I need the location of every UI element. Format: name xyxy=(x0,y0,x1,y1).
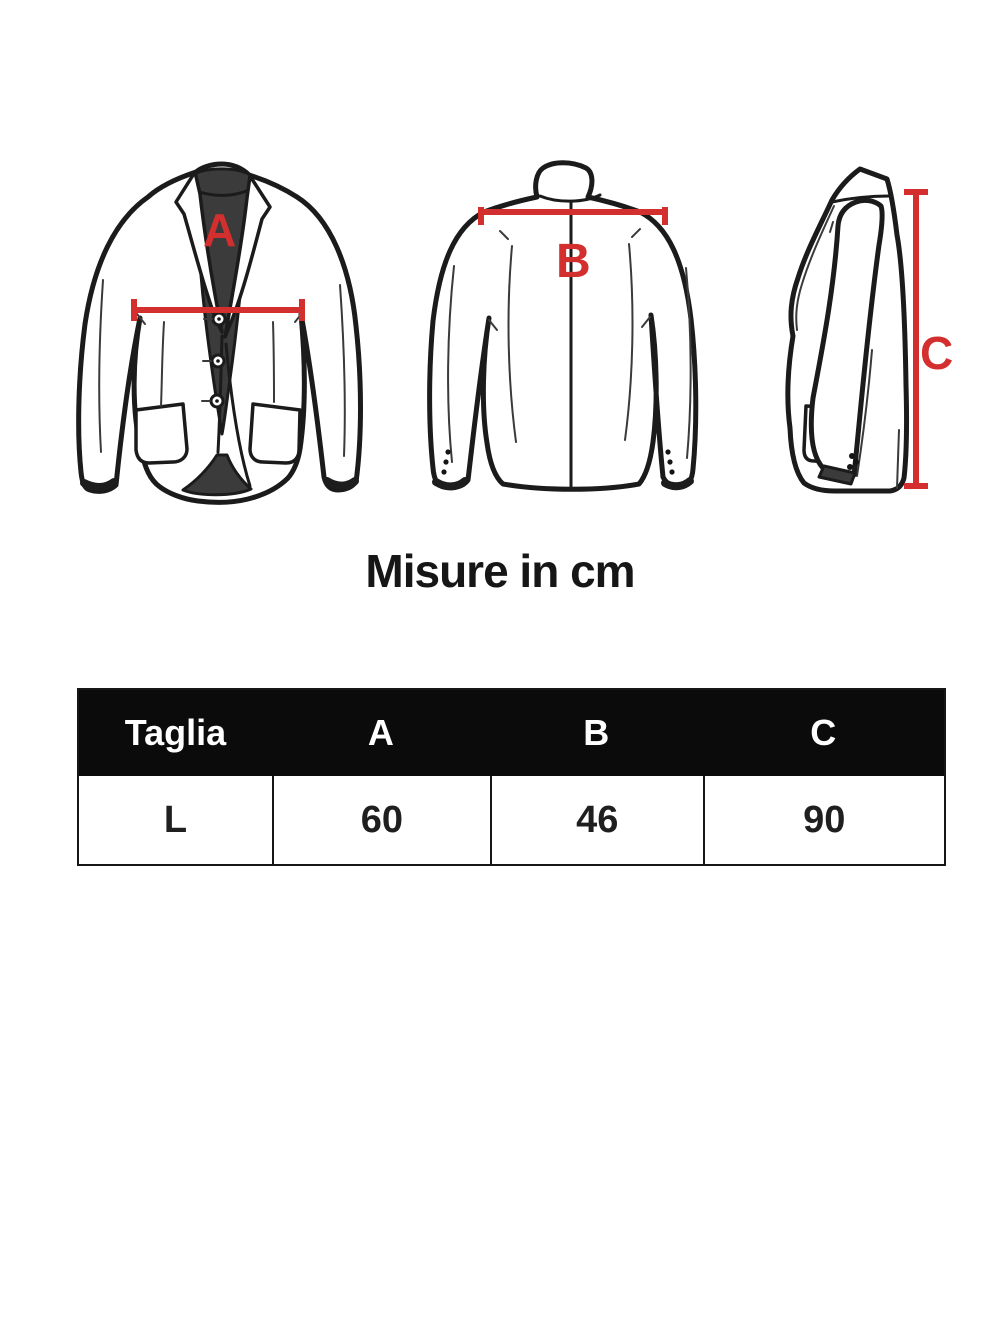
jacket-drawings xyxy=(0,0,1000,540)
length-measure-line-c xyxy=(913,191,919,487)
header-cell-taglia: Taglia xyxy=(124,712,227,753)
measure-label-b: B xyxy=(556,235,591,288)
size-table-header-row xyxy=(79,690,944,776)
measure-label-a: A xyxy=(203,204,237,256)
size-table-row xyxy=(79,776,944,864)
shoulder-measure-line-b xyxy=(478,209,668,215)
side-view-drawing xyxy=(788,169,907,491)
header-cell-b: B xyxy=(583,712,610,753)
size-table xyxy=(77,688,946,866)
cell-size: L xyxy=(163,798,188,841)
cell-a-value: 60 xyxy=(272,776,490,864)
cell-b-value: 46 xyxy=(490,776,703,864)
header-cell-a: A xyxy=(367,712,394,753)
chest-measure-line-a xyxy=(133,307,303,313)
header-cell-c: C xyxy=(810,712,837,753)
cell-c-value: 90 xyxy=(703,776,944,864)
size-chart-title: Misure in cm xyxy=(365,545,635,597)
measure-label-c: C xyxy=(920,327,954,379)
